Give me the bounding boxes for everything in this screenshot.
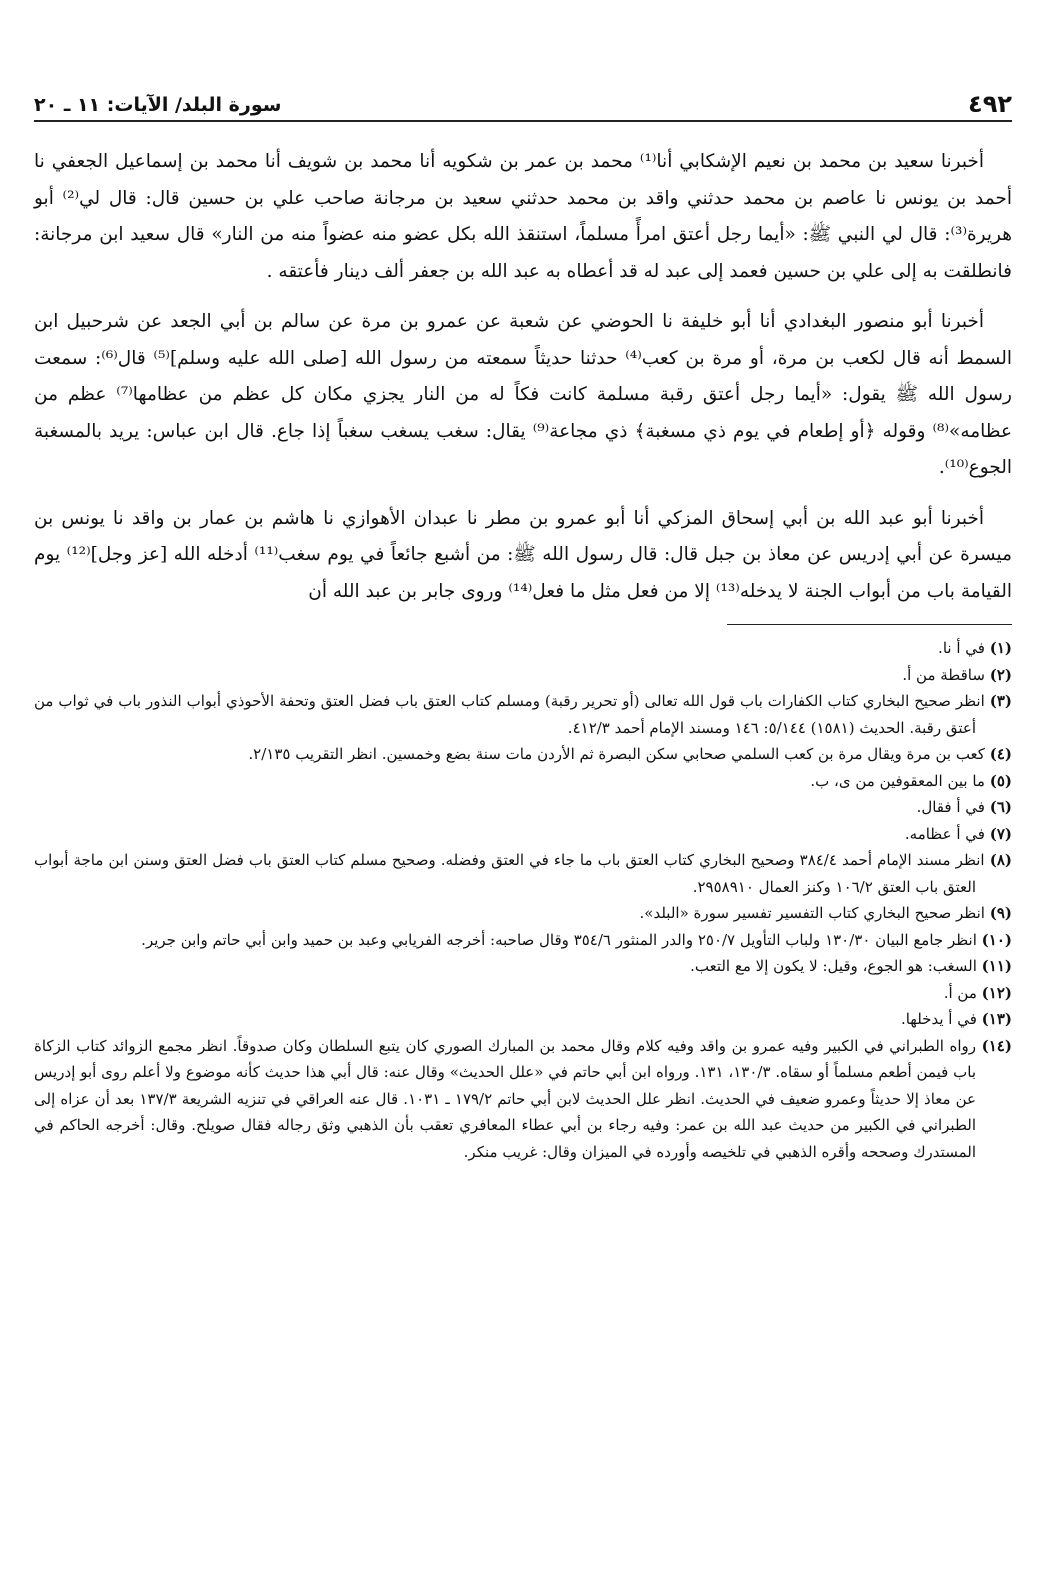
- main-text: [34, 144, 1012, 610]
- footnotes: [34, 635, 1012, 1165]
- footnote: [34, 953, 1012, 980]
- footnote: [34, 662, 1012, 689]
- footnote-text: في أ فقال.: [916, 798, 985, 816]
- footnote-number: (٨): [989, 851, 1012, 869]
- footnote-number: (٥): [989, 771, 1012, 790]
- footnote: [34, 980, 1012, 1007]
- footnote-number: (١١): [981, 957, 1012, 975]
- paragraph: أخبرنا أبو عبد الله بن أبي إسحاق المزكي أنا أبو عمرو بن مطر نا عبدان الأهوازي نا هاشم بن عمار بن واقد نا يونس بن ميسرة عن أبي إدريس عن معاذ بن جبل قال: قال رسول الله ﷺ: من أشبع جائعاً في يوم سغب⁽¹¹⁾ أدخله الله [عز وجل]⁽¹²⁾ يوم القيامة باب من أبواب الجنة لا يدخله⁽¹³⁾ إلا من فعل مثل ما فعل⁽¹⁴⁾ وروى جابر بن عبد الله أن: [34, 507, 1012, 602]
- footnote-number: (١٣): [981, 1010, 1012, 1028]
- footnote-number: (٤): [989, 745, 1012, 763]
- paragraph: أخبرنا أبو منصور البغدادي أنا أبو خليفة نا الحوضي عن شعبة عن عمرو بن مرة عن سالم بن أبي الجعد عن شرحبيل ابن السمط أنه قال لكعب بن مرة، أو مرة بن كعب⁽⁴⁾ حدثنا حديثاً سمعته من رسول الله [صلى الله عليه وسلم]⁽⁵⁾ قال⁽⁶⁾: سمعت رسول الله ﷺ يقول: «أيما رجل أعتق رقبة مسلمة كانت فكاً له من النار يجزي مكان كل عظم من عظامها⁽⁷⁾ عظم من عظامه»⁽⁸⁾ وقوله ﴿أو إطعام في يوم ذي مسغبة﴾ ذي مجاعة⁽⁹⁾ يقال: سغب يسغب سغباً إذا جاع. قال ابن عباس: يريد بالمسغبة الجوع⁽¹⁰⁾.: [34, 311, 1013, 478]
- footnote-number: (١٤): [981, 1036, 1012, 1055]
- footnote-text: في أ عظامه.: [904, 824, 985, 843]
- footnote-text: انظر جامع البيان ١٣٠/٣٠ ولباب التأويل ٢٥٠/٧ والدر المنثور ٣٥٤/٦ وقال صاحبه: أخرجه الفريابي وعبد بن حميد وابن أبي حاتم وابن جرير.: [141, 930, 977, 949]
- footnote-text: ما بين المعقوفين من ى، ب.: [810, 771, 985, 790]
- footnote-number: (١٢): [981, 983, 1012, 1002]
- footnote-number: (٧): [989, 824, 1012, 843]
- footnote-number: (١٠): [981, 930, 1012, 949]
- footnote-number: (٩): [989, 904, 1012, 922]
- footnote-text: في أ نا.: [938, 639, 985, 657]
- footnote-text: من أ.: [943, 983, 977, 1002]
- footnote-text: رواه الطبراني في الكبير وفيه عمرو بن واقد وفيه كلام وقال محمد بن المبارك الصوري كان يتبع السلطان وكان صدوقاً. انظر مجمع الزوائد كتاب الزكاة باب فيمن أطعم مسلماً أو سقاه. ١٣٠/٣، ١٣١. ورواه ابن أبي حاتم في «علل الحديث» وقال عنه: قال أبي هذا حديث كأنه موضوع ولا أعلم روى أبو إدريس عن معاذ إلا حديثاً وعمرو ضعيف في الحديث. انظر علل الحديث لابن أبي حاتم ١٧٩/٢ ـ ١٠٣١. قال عنه العراقي في تنزيه الشريعة ١٣٧/٣ بعد أن عزاه إلى الطبراني في الكبير من حديث عبد الله بن عمر: وفيه رجاء بن أبي عطاء المعافري تعقب بأن الذهبي وثق رجاله فقال صويلح. وقال: أخرجه الحاكم في المستدرك وصححه وأقره الذهبي في تلخيصه وأورده في الميزان وقال: غريب منكر.: [34, 1036, 977, 1161]
- page-header: [34, 86, 1012, 122]
- footnote-text: انظر صحيح البخاري كتاب الكفارات باب قول الله تعالى (أو تحرير رقبة) ومسلم كتاب العتق باب فضل العتق وتحفة الأحوذي أبواب النذور باب في ثواب من أعتق رقبة. الحديث (١٥٨١) ٥/١٤٤: ١٤٦ ومسند الإمام أحمد ٤١٢/٣.: [34, 692, 985, 737]
- running-title: سورة البلد/ الآيات: ١١ ـ ٢٠: [34, 94, 282, 116]
- footnote-number: (٣): [989, 692, 1012, 710]
- footnote: [34, 927, 1012, 954]
- footnote-text: انظر مسند الإمام أحمد ٣٨٤/٤ وصحيح البخاري كتاب العتق باب ما جاء في العتق وفضله. وصحيح مسلم كتاب العتق باب فضل العتق وسنن ابن ماجة أبواب العتق باب العتق ١٠٦/٢ وكنز العمال ٢٩٥٨٩١٠.: [34, 851, 985, 896]
- footnote: [34, 768, 1012, 795]
- footnote-text: انظر صحيح البخاري كتاب التفسير تفسير سورة «البلد».: [639, 904, 985, 922]
- footnote-text: ساقطة من أ.: [902, 665, 985, 684]
- footnote: [34, 900, 1012, 927]
- footnote: [34, 821, 1012, 848]
- footnote: [34, 1033, 1012, 1166]
- footnote-number: (٢): [989, 665, 1012, 684]
- footnote-text: كعب بن مرة ويقال مرة بن كعب السلمي صحابي سكن البصرة ثم الأردن مات سنة بضع وخمسين. انظر التقريب ٢/١٣٥.: [248, 745, 985, 763]
- footnote: [34, 688, 1012, 741]
- footnote-text: السغب: هو الجوع، وقيل: لا يكون إلا مع التعب.: [690, 957, 977, 975]
- footnote-number: (١): [989, 639, 1012, 657]
- footnote-divider: [727, 624, 1012, 625]
- footnote-number: (٦): [989, 798, 1012, 816]
- footnote: [34, 794, 1012, 821]
- footnote: [34, 1006, 1012, 1033]
- footnote-text: في أ يدخلها.: [900, 1010, 977, 1028]
- footnote: [34, 847, 1012, 900]
- footnote: [34, 741, 1012, 768]
- page-number: ٤٩٢: [968, 90, 1012, 118]
- paragraph: أخبرنا سعيد بن محمد بن نعيم الإشكابي أنا⁽¹⁾ محمد بن عمر بن شكويه أنا محمد بن شويف أنا محمد بن إسماعيل الجعفي نا أحمد بن يونس نا عاصم بن محمد حدثني واقد بن محمد حدثني سعيد بن مرجانة صاحب علي بن حسين قال: قال لي⁽²⁾ أبو هريرة⁽³⁾: قال لي النبي ﷺ: «أيما رجل أعتق امرأً مسلماً، استنقذ الله بكل عضو منه عضواً منه من النار» قال سعيد ابن مرجانة: فانطلقت به إلى علي بن حسين فعمد إلى عبد له قد أعطاه به عبد الله بن جعفر ألف دينار فأعتقه .: [34, 151, 1012, 282]
- footnote: [34, 635, 1012, 662]
